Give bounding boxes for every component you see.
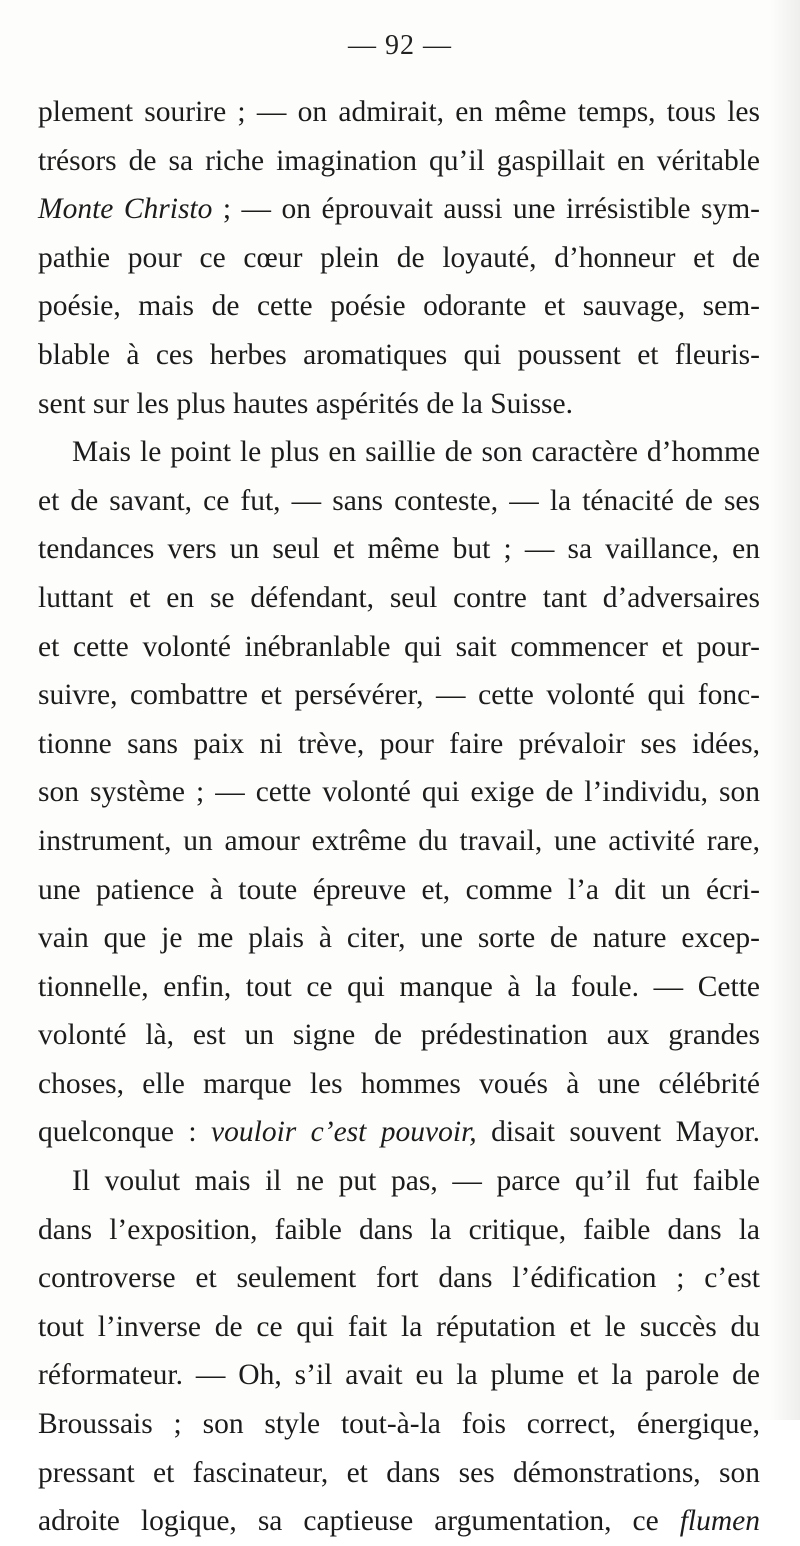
text-segment: trésors de sa riche imagination qu’il gaspillait en véritable <box>38 144 760 177</box>
text-segment: adroite logique, sa captieuse argumentation, ce <box>38 1505 680 1538</box>
italic-text: Monte Christo <box>38 193 213 226</box>
text-line <box>38 380 760 429</box>
text-segment: disait souvent Mayor. <box>476 1116 760 1149</box>
text-line <box>38 1400 760 1449</box>
text-line <box>38 817 760 866</box>
text-segment: blable à ces herbes aromatiques qui poussent et fleuris- <box>38 338 760 371</box>
text-line <box>38 1011 760 1060</box>
body-text <box>38 88 760 1546</box>
text-segment: instrument, un amour extrême du travail, une activité rare, <box>38 824 760 857</box>
text-line <box>38 137 760 186</box>
text-segment: sent sur les plus hautes aspérités de la Suisse. <box>38 387 574 420</box>
text-line <box>38 914 760 963</box>
text-line <box>38 1254 760 1303</box>
text-segment: tout l’inverse de ce qui fait la réputation et le succès du <box>38 1310 760 1343</box>
text-segment: vain que je me plais à citer, une sorte de nature excep- <box>38 922 760 955</box>
text-line <box>38 185 760 234</box>
text-line <box>38 234 760 283</box>
text-segment: dans l’exposition, faible dans la critique, faible dans la <box>38 1213 760 1246</box>
text-segment: Il voulut mais il ne put pas, — parce qu’il fut faible <box>72 1165 760 1198</box>
text-segment: pathie pour ce cœur plein de loyauté, d’honneur et de <box>38 241 760 274</box>
text-segment: quelconque : <box>38 1116 212 1149</box>
text-line <box>38 1497 760 1546</box>
text-line <box>38 477 760 526</box>
text-segment: tionnelle, enfin, tout ce qui manque à la foule. — Cette <box>38 970 760 1003</box>
text-line <box>38 574 760 623</box>
text-segment: Mais le point le plus en saillie de son caractère d’homme <box>72 436 760 469</box>
text-segment: poésie, mais de cette poésie odorante et sauvage, sem- <box>38 290 760 323</box>
text-line <box>38 671 760 720</box>
text-line <box>38 428 760 477</box>
text-line <box>38 1303 760 1352</box>
text-segment: une patience à toute épreuve et, comme l’a dit un écri- <box>38 873 760 906</box>
text-segment: plement sourire ; — on admirait, en même temps, tous les <box>38 96 760 128</box>
text-segment: controverse et seulement fort dans l’édification ; c’est <box>38 1262 760 1295</box>
text-segment: volonté là, est un signe de prédestination aux grandes <box>38 1019 760 1052</box>
text-segment: tionne sans paix ni trève, pour faire prévaloir ses idées, <box>38 727 760 760</box>
text-line <box>38 282 760 331</box>
text-segment: suivre, combattre et persévérer, — cette volonté qui fonc- <box>38 679 760 712</box>
text-line <box>38 1157 760 1206</box>
text-line <box>38 88 760 137</box>
italic-text: vouloir c’est pouvoir, <box>211 1116 477 1149</box>
italic-text: flumen <box>679 1505 760 1538</box>
text-segment: et cette volonté inébranlable qui sait commencer et pour- <box>38 630 760 663</box>
page-edge-shadow <box>770 0 800 1420</box>
text-line <box>38 1206 760 1255</box>
text-line <box>38 331 760 380</box>
text-line <box>38 1449 760 1498</box>
text-segment: et de savant, ce fut, — sans conteste, — la ténacité de ses <box>38 484 760 517</box>
text-segment: luttant et en se défendant, seul contre tant d’adversaires <box>38 581 760 614</box>
text-line <box>38 720 760 769</box>
text-segment: pressant et fascinateur, et dans ses démonstrations, son <box>38 1456 760 1489</box>
page-number: — 92 — <box>348 30 452 61</box>
text-line <box>38 1351 760 1400</box>
text-line <box>38 525 760 574</box>
text-line <box>38 963 760 1012</box>
text-line <box>38 768 760 817</box>
text-segment: choses, elle marque les hommes voués à une célébrité <box>38 1067 760 1100</box>
text-segment: son système ; — cette volonté qui exige de l’individu, son <box>38 776 760 809</box>
text-segment: Broussais ; son style tout-à-la fois correct, énergique, <box>38 1408 760 1441</box>
text-line <box>38 623 760 672</box>
text-line <box>38 866 760 915</box>
text-line <box>38 1108 760 1157</box>
text-segment: ; — on éprouvait aussi une irrésistible sym- <box>212 193 760 226</box>
text-segment: réformateur. — Oh, s’il avait eu la plume et la parole de <box>38 1359 760 1392</box>
text-line <box>38 1060 760 1109</box>
text-segment: tendances vers un seul et même but ; — sa vaillance, en <box>38 533 760 566</box>
